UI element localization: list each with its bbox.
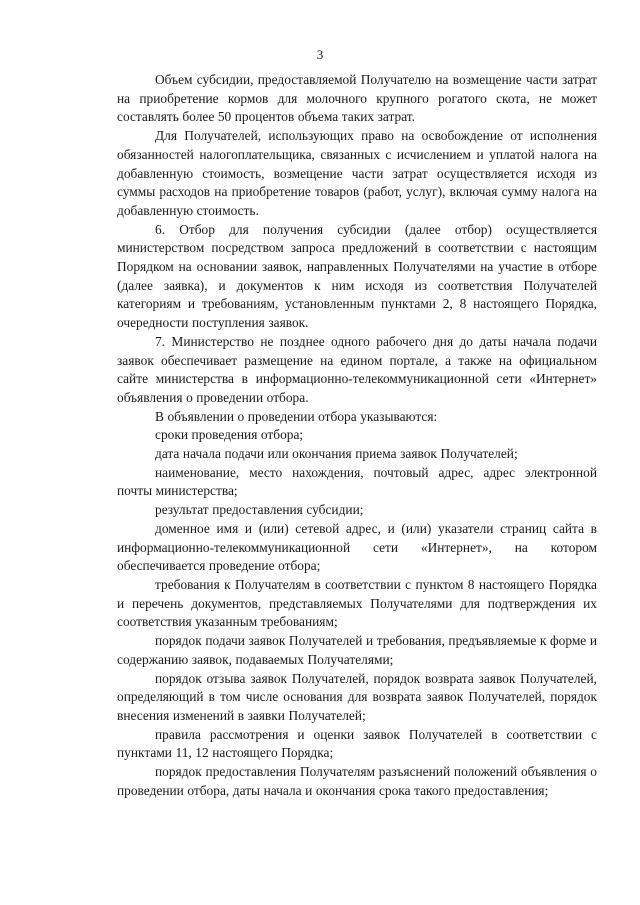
paragraph-announcement-contents-intro: В объявлении о проведении отбора указываются:: [155, 408, 438, 424]
list-item-website-address: доменное имя и (или) сетевой адрес, и (или) указатели страниц сайта в информационно-телекоммуникационной сети «Интернет», на котором обеспечивается проведение отбора;: [117, 520, 597, 574]
list-item-selection-dates: сроки проведения отбора;: [155, 427, 304, 443]
paragraph-item-7-announcement: 7. Министерство не позднее одного рабочего дня до даты начала подачи заявок обеспечивает размещение на едином портале, а также на официальном сайте министерства в информационно-телекоммуникационной сети «Интернет» объявления о проведении отбора.: [117, 333, 597, 405]
list-item-review-rules: правила рассмотрения и оценки заявок Получателей в соответствии с пунктами 11, 12 настоящего Порядка;: [117, 726, 597, 761]
paragraph-subsidy-volume: Объем субсидии, предоставляемой Получателю на возмещение части затрат на приобретение кормов для молочного крупного рогатого скота, не может составлять более 50 процентов объема таких затрат.: [117, 72, 597, 125]
list-item-application-procedure: порядок подачи заявок Получателей и требования, предъявляемые к форме и содержанию заявок, подаваемых Получателями;: [117, 633, 597, 667]
list-item-ministry-contacts: наименование, место нахождения, почтовый адрес, адрес электронной почты министерства;: [117, 464, 597, 499]
list-item-recipient-requirements: требования к Получателям в соответствии с пунктом 8 настоящего Порядка и перечень документов, представляемых Получателями для подтверждения их соответствия указанным требованиям;: [117, 576, 597, 630]
page-number: 3: [316, 47, 324, 62]
paragraph-vat-exemption: Для Получателей, использующих право на освобождение от исполнения обязанностей налогоплательщика, связанных с исчислением и уплатой налога на добавленную стоимость, возмещение части затрат осуществляется исходя из суммы расходов на приобретение товаров (работ, услуг), включая сумму налога на добавленную стоимость.: [117, 128, 597, 218]
list-item-application-dates: дата начала подачи или окончания приема заявок Получателей;: [155, 446, 518, 462]
list-item-clarification-procedure: порядок предоставления Получателям разъяснений положений объявления о проведении отбора, даты начала и окончания срока такого предоставления;: [117, 764, 597, 798]
paragraph-item-6-selection: 6. Отбор для получения субсидии (далее отбор) осуществляется министерством посредством запроса предложений в соответствии с настоящим Порядком на основании заявок, направленных Получателями на участие в отборе (далее заявка), и документов к ним исходя из соответствия Получателей категориям и требованиям, установленным пунктами 2, 8 настоящего Порядка, очередности поступления заявок.: [117, 221, 597, 331]
document-body: [117, 71, 597, 800]
list-item-subsidy-result: результат предоставления субсидии;: [155, 502, 364, 518]
list-item-withdrawal-procedure: порядок отзыва заявок Получателей, порядок возврата заявок Получателей, определяющий в том числе основания для возврата заявок Получателей, порядок внесения изменений в заявки Получателей;: [117, 670, 597, 723]
